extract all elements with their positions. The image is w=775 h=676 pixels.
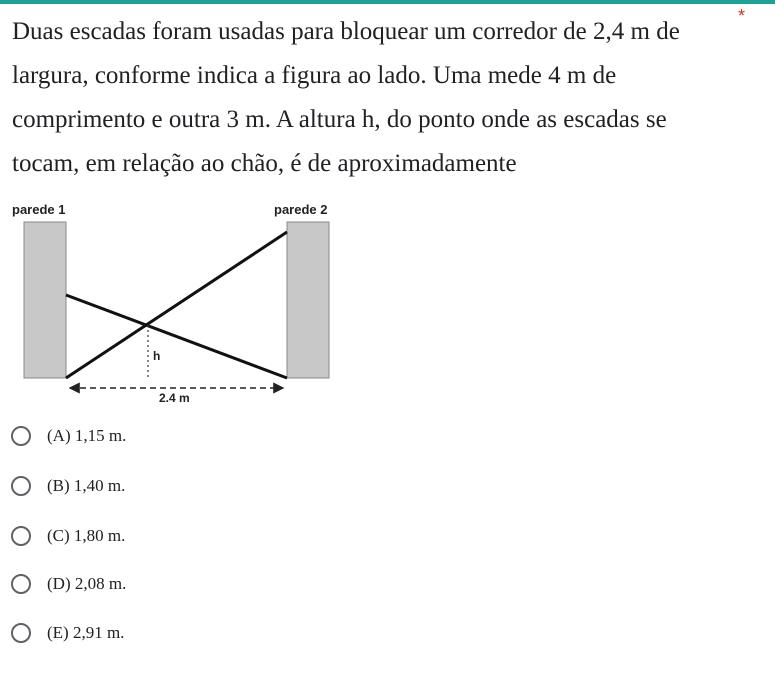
ladder-diagram (4, 194, 344, 414)
radio-e[interactable] (11, 623, 31, 643)
ladder-figure (4, 194, 344, 414)
option-a-label: (A) 1,15 m. (47, 426, 127, 445)
question-text: Duas escadas foram usadas para bloquear um corredor de 2,4 m de largura, conforme indica a figura ao lado. Uma mede 4 m de comprimento e outra 3 m. A altura h, do ponto onde as escadas se tocam, em relação ao chão, é de aproximadamente (12, 18, 680, 177)
wall-right-label: parede 2 (274, 202, 328, 217)
option-a[interactable] (0, 418, 300, 454)
ladder-long (66, 232, 287, 378)
height-label: h (153, 349, 161, 363)
radio-d[interactable] (11, 574, 31, 594)
option-e[interactable] (0, 615, 300, 651)
option-b[interactable] (0, 468, 300, 504)
radio-a[interactable] (11, 426, 31, 446)
option-d-label: (D) 2,08 m. (47, 574, 127, 593)
option-e-label: (E) 2,91 m. (47, 623, 125, 642)
wall-left-label: parede 1 (12, 202, 66, 217)
wall-right (287, 222, 329, 378)
required-asterisk: * (738, 6, 746, 26)
form-accent-bar (0, 0, 775, 4)
option-c[interactable] (0, 518, 300, 554)
radio-c[interactable] (11, 526, 31, 546)
wall-left (24, 222, 66, 378)
option-d[interactable] (0, 566, 300, 602)
radio-b[interactable] (11, 476, 31, 496)
option-c-label: (C) 1,80 m. (47, 526, 126, 545)
width-label: 2.4 m (159, 391, 190, 405)
ladder-short (66, 295, 287, 378)
option-b-label: (B) 1,40 m. (47, 476, 126, 495)
